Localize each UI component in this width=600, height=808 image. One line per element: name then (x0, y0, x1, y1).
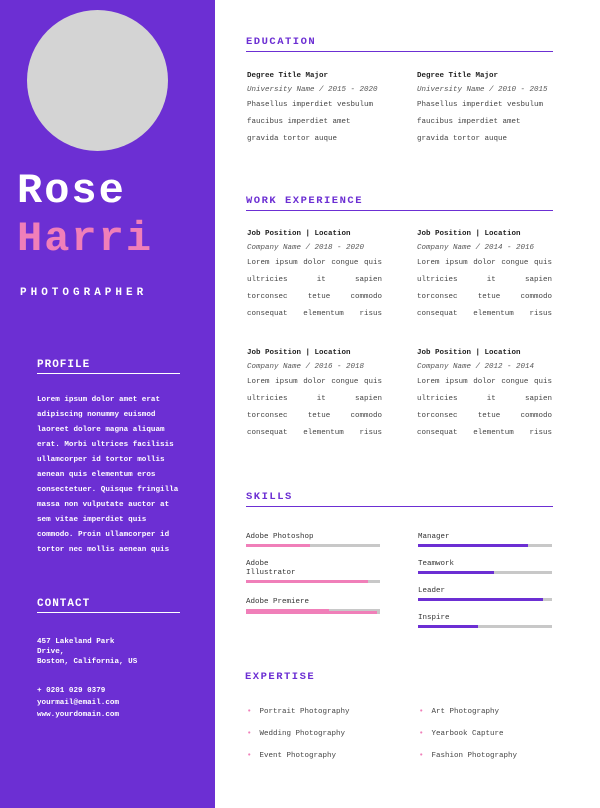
skill-bar-fill (246, 611, 377, 614)
skill-bar-fill (246, 580, 368, 583)
entry-desc: torconsec tetue commodo (247, 412, 382, 420)
expertise-item (419, 707, 499, 717)
contact-heading: CONTACT (37, 598, 180, 613)
skill-bar (418, 571, 552, 574)
entry-subtitle: Company Name / 2012 - 2014 (417, 363, 535, 371)
education-heading: EDUCATION (246, 36, 553, 52)
skill-bar (418, 625, 552, 628)
expertise-label: Wedding Photography (259, 730, 346, 738)
expertise-item (247, 729, 345, 739)
entry-desc: consequat elementum risus (247, 310, 382, 318)
entry-title: Degree Title Major (417, 72, 499, 80)
profile-heading: PROFILE (37, 359, 180, 374)
address-line: Drive, (37, 648, 65, 656)
address-line: Boston, California, US (37, 658, 138, 666)
entry-desc: ultricies it sapien (417, 276, 552, 284)
entry-subtitle: Company Name / 2014 - 2016 (417, 244, 535, 252)
education-entry (247, 69, 382, 148)
entry-title: Degree Title Major (247, 72, 329, 80)
bullet-icon: • (247, 730, 252, 738)
entry-desc: torconsec tetue commodo (247, 293, 382, 301)
entry-desc: Lorem ipsum dolor congue quis (417, 378, 552, 386)
entry-subtitle: Company Name / 2016 - 2018 (247, 363, 365, 371)
skills-heading: SKILLS (246, 491, 553, 507)
skill-bar-fill (246, 544, 310, 547)
skill-item (418, 533, 552, 547)
work-entry (417, 227, 552, 323)
skill-bar-fill (418, 544, 528, 547)
skill-item (418, 587, 552, 601)
expertise-item (247, 707, 350, 717)
work-entry (417, 346, 552, 442)
contact-email[interactable]: yourmail@email.com (37, 699, 120, 707)
expertise-label: Fashion Photography (431, 752, 518, 760)
entry-title: Job Position | Location (247, 349, 351, 357)
expertise-item (247, 751, 336, 761)
skill-bar (418, 544, 552, 547)
skill-bar-fill (418, 598, 543, 601)
entry-desc: Phasellus imperdiet vesbulum (247, 101, 374, 109)
skill-label: Leader (418, 587, 446, 595)
expertise-label: Event Photography (259, 752, 337, 760)
entry-desc: faucibus imperdiet amet (247, 118, 351, 126)
skill-label: Adobe Photoshop (246, 533, 314, 541)
skill-item (246, 560, 380, 583)
entry-title: Job Position | Location (417, 349, 521, 357)
work-entry (247, 346, 382, 442)
expertise-label: Yearbook Capture (431, 730, 504, 738)
entry-desc: ultricies it sapien (247, 276, 382, 284)
skill-bar (418, 598, 552, 601)
entry-subtitle: University Name / 2010 - 2015 (417, 86, 548, 94)
first-name: Rose (17, 167, 126, 215)
sidebar (0, 0, 215, 808)
bullet-icon: • (419, 708, 424, 716)
skill-label: Manager (418, 533, 450, 541)
skill-bar-fill (418, 625, 478, 628)
skill-bar (246, 544, 380, 547)
entry-desc: Lorem ipsum dolor congue quis (417, 259, 552, 267)
expertise-label: Art Photography (431, 708, 500, 716)
skill-bar-fill (418, 571, 494, 574)
work-entry (247, 227, 382, 323)
skill-label: Adobe Premiere (246, 598, 310, 606)
skill-label: Adobe Illustrator (246, 560, 296, 577)
expertise-item (419, 751, 517, 761)
job-title: PHOTOGRAPHER (20, 287, 148, 299)
entry-desc: faucibus imperdiet amet (417, 118, 521, 126)
profile-photo-placeholder (27, 10, 168, 151)
skill-label: Inspire (418, 614, 450, 622)
entry-desc: gravida tortor auque (247, 135, 338, 143)
entry-desc: Lorem ipsum dolor congue quis (247, 378, 382, 386)
contact-website[interactable]: www.yourdomain.com (37, 711, 120, 719)
entry-subtitle: University Name / 2015 - 2020 (247, 86, 378, 94)
entry-desc: consequat elementum risus (417, 429, 552, 437)
entry-desc: Lorem ipsum dolor congue quis (247, 259, 382, 267)
profile-text: Lorem ipsum dolor amet erat adipiscing nonummy euismod laoreet dolore magna aliquam erat. Morbi ultrices facilisis ullamcorper id tortor mollis aenean quis elementum eros consectetuer. Quisque fringilla massa non vulputate auctor at sem vitae imperdiet quis commodo. Proin ullamcorper id tortor nec mollis aenean quis (37, 396, 179, 554)
entry-desc: consequat elementum risus (417, 310, 552, 318)
work-heading: WORK EXPERIENCE (246, 195, 553, 211)
skill-label: Teamwork (418, 560, 455, 568)
education-entry (417, 69, 552, 148)
contact-details (37, 685, 187, 719)
last-name: Harri (17, 215, 154, 263)
expertise-label: Portrait Photography (259, 708, 350, 716)
entry-subtitle: Company Name / 2018 - 2020 (247, 244, 365, 252)
entry-desc: Phasellus imperdiet vesbulum (417, 101, 544, 109)
entry-title: Job Position | Location (247, 230, 351, 238)
entry-desc: torconsec tetue commodo (417, 293, 552, 301)
skill-bar (246, 611, 380, 614)
skill-item (246, 533, 380, 547)
skill-bar (246, 580, 380, 583)
entry-desc: ultricies it sapien (417, 395, 552, 403)
address-line: 457 Lakeland Park (37, 638, 115, 646)
contact-address (37, 637, 187, 666)
bullet-icon: • (419, 730, 424, 738)
entry-title: Job Position | Location (417, 230, 521, 238)
entry-desc: gravida tortor auque (417, 135, 508, 143)
entry-desc: torconsec tetue commodo (417, 412, 552, 420)
bullet-icon: • (247, 752, 252, 760)
skill-item (246, 609, 380, 614)
skill-item (418, 560, 552, 574)
bullet-icon: • (247, 708, 252, 716)
bullet-icon: • (419, 752, 424, 760)
expertise-heading: EXPERTISE (245, 671, 316, 683)
expertise-item (419, 729, 504, 739)
skill-item (418, 614, 552, 628)
entry-desc: ultricies it sapien (247, 395, 382, 403)
entry-desc: consequat elementum risus (247, 429, 382, 437)
contact-phone[interactable]: + 0201 029 0379 (37, 687, 106, 695)
